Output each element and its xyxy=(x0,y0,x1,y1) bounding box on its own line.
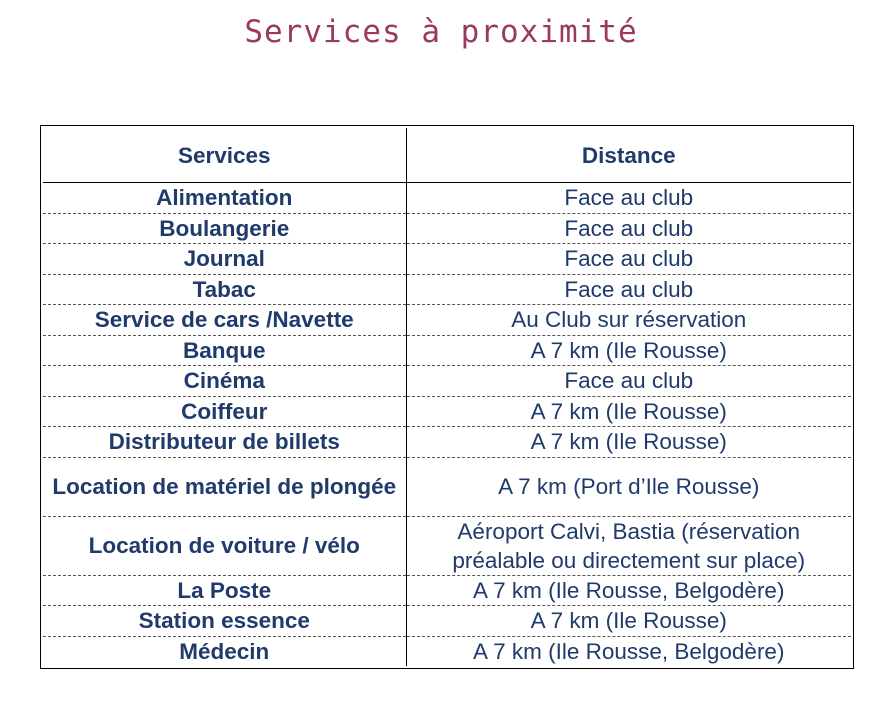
distance-cell: Face au club xyxy=(406,274,851,305)
distance-cell: Face au club xyxy=(406,213,851,244)
table-row xyxy=(43,274,851,305)
table-row xyxy=(43,305,851,336)
service-cell: Cinéma xyxy=(43,366,406,397)
service-cell: Journal xyxy=(43,244,406,275)
service-cell: Service de cars /Navette xyxy=(43,305,406,336)
distance-cell: Aéroport Calvi, Bastia (réservation préalable ou directement sur place) xyxy=(406,516,851,575)
table-row xyxy=(43,366,851,397)
services-table xyxy=(43,128,851,666)
distance-cell: A 7 km (Ile Rousse, Belgodère) xyxy=(406,575,851,606)
table-row xyxy=(43,636,851,666)
table-header-row xyxy=(43,128,851,183)
services-table-frame xyxy=(40,125,854,669)
service-cell: Location de voiture / vélo xyxy=(43,516,406,575)
service-cell: Location de matériel de plongée xyxy=(43,457,406,516)
distance-cell: Au Club sur réservation xyxy=(406,305,851,336)
service-cell: Coiffeur xyxy=(43,396,406,427)
distance-cell: Face au club xyxy=(406,183,851,214)
table-row xyxy=(43,396,851,427)
page-title: Services à proximité xyxy=(244,14,638,50)
table-row xyxy=(43,335,851,366)
distance-cell: A 7 km (Ile Rousse, Belgodère) xyxy=(473,638,785,664)
table-row xyxy=(43,427,851,458)
service-cell: Station essence xyxy=(43,606,406,637)
distance-cell: A 7 km (Ile Rousse) xyxy=(406,396,851,427)
distance-cell: A 7 km (Port d’Ile Rousse) xyxy=(406,457,851,516)
distance-cell: Face au club xyxy=(406,366,851,397)
service-cell: La Poste xyxy=(43,575,406,606)
table-row xyxy=(43,213,851,244)
service-cell: Tabac xyxy=(43,274,406,305)
service-cell: Distributeur de billets xyxy=(43,427,406,458)
distance-cell: Face au club xyxy=(406,244,851,275)
table-row xyxy=(43,183,851,214)
header-distance: Distance xyxy=(406,128,851,183)
service-cell: Médecin xyxy=(43,636,406,666)
service-cell: Banque xyxy=(43,335,406,366)
service-cell: Boulangerie xyxy=(43,213,406,244)
distance-cell: A 7 km (Ile Rousse) xyxy=(406,606,851,637)
table-row xyxy=(43,606,851,637)
table-row xyxy=(43,457,851,516)
service-cell: Alimentation xyxy=(43,183,406,214)
header-services: Services xyxy=(43,128,406,183)
distance-cell: A 7 km (Ile Rousse) xyxy=(406,335,851,366)
table-row xyxy=(43,244,851,275)
table-row xyxy=(43,516,851,575)
distance-cell: A 7 km (Ile Rousse) xyxy=(406,427,851,458)
table-row xyxy=(43,575,851,606)
